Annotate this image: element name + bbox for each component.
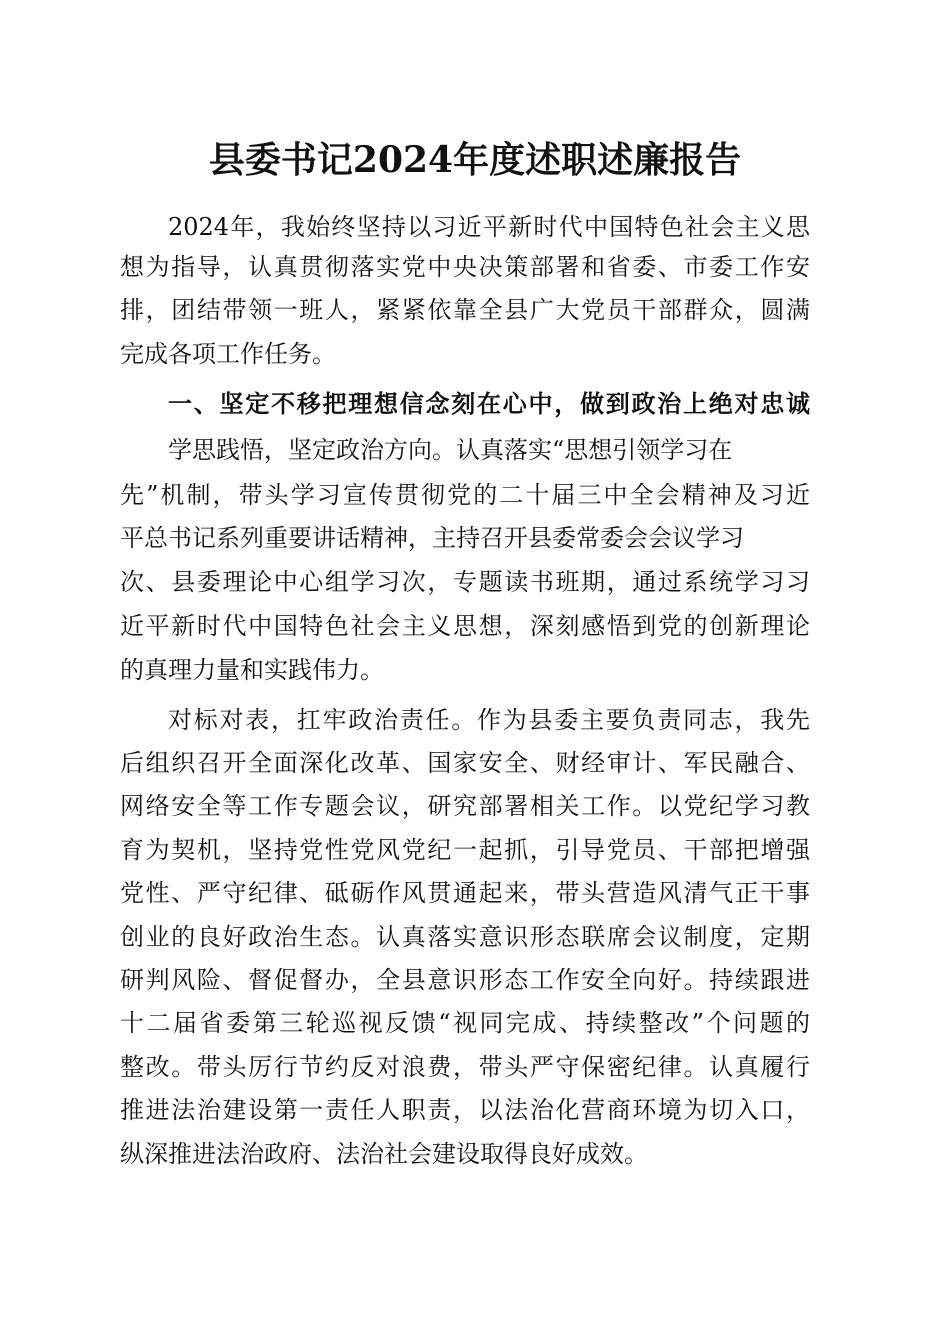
section-heading: 一、坚定不移把理想信念刻在心中，做到政治上绝对忠诚: [168, 390, 810, 418]
document-title: 县委书记2024年度述职述廉报告: [208, 139, 742, 181]
paragraph-line: 后组织召开全面深化改革、国家安全、财经审计、军民融合、: [120, 749, 810, 777]
paragraph-line: 推进法治建设第一责任人职责，以法治化营商环境为切入口，: [120, 1096, 810, 1124]
paragraph-line: 研判风险、督促督办，全县意识形态工作安全向好。持续跟进: [120, 966, 810, 994]
paragraph-line: 的真理力量和实践伟力。: [120, 656, 384, 684]
paragraph-line: 创业的良好政治生态。认真落实意识形态联席会议制度，定期: [120, 923, 810, 951]
paragraph-line: 排，团结带领一班人，紧紧依靠全县广大党员干部群众，圆满: [120, 296, 810, 324]
paragraph-line: 育为契机，坚持党性党风党纪一起抓，引导党员、干部把增强: [120, 836, 810, 864]
paragraph-line: 整改。带头厉行节约反对浪费，带头严守保密纪律。认真履行: [120, 1053, 810, 1081]
paragraph-line: 2024年，我始终坚持以习近平新时代中国特色社会主义思: [168, 213, 810, 241]
paragraph-line: 纵深推进法治政府、法治社会建设取得良好成效。: [120, 1140, 648, 1168]
paragraph-line: 次、县委理论中心组学习次，专题读书班期，通过系统学习习: [120, 568, 810, 596]
paragraph-line: 先”机制，带头学习宣传贯彻党的二十届三中全会精神及习近: [120, 481, 810, 509]
paragraph-line: 学思践悟，坚定政治方向。认真落实“思想引领学习在: [168, 436, 733, 464]
paragraph-line: 十二届省委第三轮巡视反馈“视同完成、持续整改”个问题的: [120, 1009, 810, 1037]
paragraph-line: 想为指导，认真贯彻落实党中央决策部署和省委、市委工作安: [120, 253, 810, 281]
paragraph-line: 网络安全等工作专题会议，研究部署相关工作。以党纪学习教: [120, 792, 810, 820]
paragraph-line: 近平新时代中国特色社会主义思想，深刻感悟到党的创新理论: [120, 612, 810, 640]
paragraph-line: 平总书记系列重要讲话精神，主持召开县委常委会会议学习: [120, 524, 744, 552]
paragraph-line: 完成各项工作任务。: [120, 340, 336, 368]
paragraph-line: 对标对表，扛牢政治责任。作为县委主要负责同志，我先: [168, 706, 810, 734]
paragraph-line: 党性、严守纪律、砥砺作风贯通起来，带头营造风清气正干事: [120, 879, 810, 907]
